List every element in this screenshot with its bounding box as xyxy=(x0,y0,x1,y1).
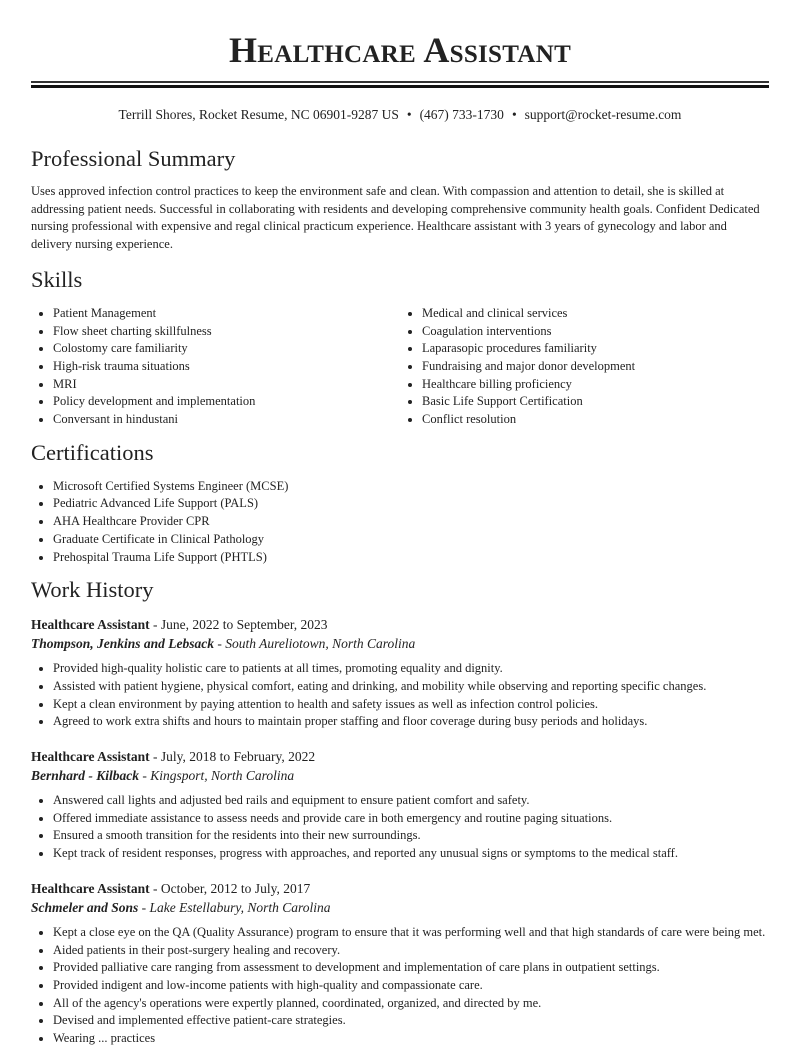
job-bullet: • Answered call lights and adjusted bed rails and equipment to ensure patient comfort and safety. xyxy=(53,792,769,810)
job-bullet: • Agreed to work extra shifts and hours to maintain proper staffing and floor coverage during busy periods and holidays. xyxy=(53,713,769,731)
job-bullets xyxy=(31,924,769,1048)
skill-item: • Coagulation interventions xyxy=(422,323,769,341)
certifications-list xyxy=(31,478,769,567)
skill-item: • Patient Management xyxy=(53,305,400,323)
certification-item: • Microsoft Certified Systems Engineer (MCSE) xyxy=(53,478,769,496)
job-entry xyxy=(31,879,769,1048)
job-title: Healthcare Assistant xyxy=(31,617,150,633)
job-bullet: • Kept a clean environment by paying attention to health and safety issues as well as infection control policies. xyxy=(53,696,769,714)
summary-text: Uses approved infection control practices to keep the environment safe and clean. With compassion and attention to detail, she is skilled at addressing patient needs. Successful in collaborating with residents and developing comprehensive community health goals. Confident Dedicated nursing professional with expensive and regal clinical practicum experience. Healthcare assistant with 3 years of gynecology and labor and delivery nursing experience. xyxy=(31,184,760,252)
contact-line xyxy=(31,106,769,124)
skill-item: • Laparasopic procedures familiarity xyxy=(422,340,769,358)
skill-item: • Fundraising and major donor development xyxy=(422,358,769,376)
job-company-line xyxy=(31,898,769,917)
job-title: Healthcare Assistant xyxy=(31,749,150,765)
job-bullets xyxy=(31,660,769,731)
job-entry xyxy=(31,747,769,863)
job-bullet: • Provided high-quality holistic care to patients at all times, promoting equality and dignity. xyxy=(53,660,769,678)
job-dates: - October, 2012 to July, 2017 xyxy=(149,880,311,896)
resume-title: Healthcare Assistant xyxy=(228,30,572,70)
skill-item: • Healthcare billing proficiency xyxy=(422,376,769,394)
job-dates: - June, 2022 to September, 2023 xyxy=(149,617,328,633)
job-bullet: • Provided palliative care ranging from assessment to development and implementation of care plans in outpatient settings. xyxy=(53,959,769,977)
section-heading-summary: Professional Summary xyxy=(31,146,236,171)
skills-list-left xyxy=(31,305,400,429)
job-bullet: • Assisted with patient hygiene, physical comfort, eating and drinking, and mobility while observing and reporting specific changes. xyxy=(53,678,769,696)
job-entry xyxy=(31,615,769,731)
job-bullet: • Kept track of resident responses, progress with approaches, and reported any unusual signs or symptoms to the medical staff. xyxy=(53,845,769,863)
job-bullet: • Provided indigent and low-income patients with high-quality and compassionate care. xyxy=(53,977,769,995)
job-company-line xyxy=(31,766,769,785)
job-company-line xyxy=(31,634,769,653)
job-location: - Lake Estellabury, North Carolina xyxy=(138,899,331,915)
separator-dot: • xyxy=(406,107,412,122)
contact-email[interactable]: support@rocket-resume.com xyxy=(524,107,682,122)
skill-item: • Conversant in hindustani xyxy=(53,411,400,429)
contact-phone: (467) 733-1730 xyxy=(419,107,504,122)
skill-item: • Policy development and implementation xyxy=(53,393,400,411)
job-title: Healthcare Assistant xyxy=(31,880,150,896)
job-company: Thompson, Jenkins and Lebsack xyxy=(31,636,215,652)
certification-item: • Graduate Certificate in Clinical Pathology xyxy=(53,531,769,549)
skill-item: • Medical and clinical services xyxy=(422,305,769,323)
job-title-line xyxy=(31,879,769,898)
certification-item: • Prehospital Trauma Life Support (PHTLS) xyxy=(53,549,769,567)
section-heading-skills: Skills xyxy=(31,266,83,292)
job-bullet: • Kept a close eye on the QA (Quality Assurance) program to ensure that it was performing well and that high standards of care were being met. xyxy=(53,924,769,942)
skill-item: • Conflict resolution xyxy=(422,411,769,429)
skills-columns xyxy=(31,305,769,429)
job-bullet: • All of the agency's operations were expertly planned, coordinated, organized, and directed by me. xyxy=(53,995,769,1013)
header-divider-thick xyxy=(31,85,769,88)
job-company: Bernhard - Kilback xyxy=(31,768,140,784)
section-heading-work-history: Work History xyxy=(31,577,154,603)
section-heading-certifications: Certifications xyxy=(31,439,154,465)
skills-list-right xyxy=(400,305,769,429)
skill-item: • MRI xyxy=(53,376,400,394)
job-bullet: • Devised and implemented effective patient-care strategies. xyxy=(53,1012,769,1030)
job-bullets xyxy=(31,792,769,863)
job-bullet: • Offered immediate assistance to assess needs and provide care in both emergency and routine paging situations. xyxy=(53,810,769,828)
job-location: - Kingsport, North Carolina xyxy=(139,768,295,784)
certification-item: • Pediatric Advanced Life Support (PALS) xyxy=(53,495,769,513)
skill-item: • High-risk trauma situations xyxy=(53,358,400,376)
separator-dot: • xyxy=(511,107,517,122)
contact-address: Terrill Shores, Rocket Resume, NC 06901-9287 US xyxy=(118,107,399,122)
skill-item: • Flow sheet charting skillfulness xyxy=(53,323,400,341)
job-company: Schmeler and Sons xyxy=(31,899,139,915)
job-bullet: • Wearing ... practices xyxy=(53,1030,769,1048)
header-divider-thin xyxy=(31,81,769,83)
job-title-line xyxy=(31,747,769,766)
job-location: - South Aureliotown, North Carolina xyxy=(214,636,416,652)
job-dates: - July, 2018 to February, 2022 xyxy=(149,749,316,765)
certification-item: • AHA Healthcare Provider CPR xyxy=(53,513,769,531)
job-bullet: • Aided patients in their post-surgery healing and recovery. xyxy=(53,942,769,960)
job-title-line xyxy=(31,615,769,634)
skill-item: • Basic Life Support Certification xyxy=(422,393,769,411)
skill-item: • Colostomy care familiarity xyxy=(53,340,400,358)
job-bullet: • Ensured a smooth transition for the residents into their new surroundings. xyxy=(53,827,769,845)
